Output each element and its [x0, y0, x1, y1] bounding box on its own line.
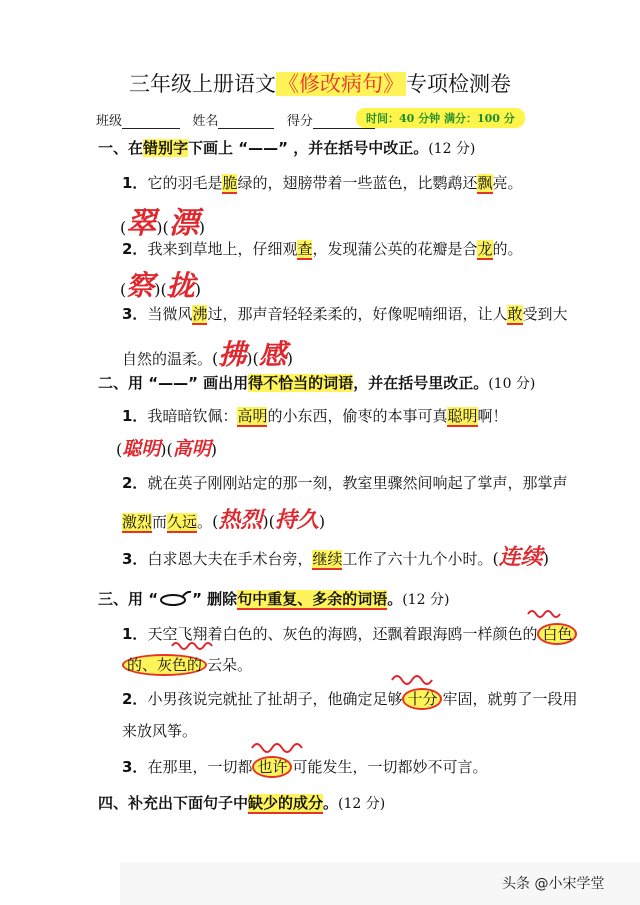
- s2-q2-a: 就在英子刚刚站定的那一刻，教室里骤然间响起了掌声，那掌声: [147, 474, 568, 492]
- s1-q3-line2: 自然的温柔。(拂)(感): [122, 338, 294, 371]
- title-prefix: 三年级上册语文: [129, 72, 276, 96]
- s1-q2-wrong-2: 龙: [477, 240, 493, 258]
- s2-q2-line2: 激烈而久远。(热烈)(持久): [122, 508, 326, 533]
- s2-q2-wrong-2: 久远: [167, 513, 198, 531]
- s3-q1-delete-2: 的、灰色的: [122, 654, 207, 676]
- s1-q3-e: 受到大: [522, 305, 568, 323]
- s3-q3-delete: 也许: [252, 756, 292, 778]
- s2-q1-wrong-1: 高明: [237, 407, 268, 425]
- s2-q1-answers: (聪明)(高明): [116, 438, 218, 460]
- name-label: 姓名: [192, 114, 219, 129]
- score-label: 得分: [286, 114, 313, 129]
- s1-q2-c: ，发现蒲公英的花瓣是合: [312, 240, 478, 258]
- s2-q2-number: 2．: [122, 474, 148, 492]
- s2-heading-c: ，并在括号里改正。: [353, 374, 489, 392]
- s2-q2-e: 。: [197, 513, 213, 531]
- s1-q3-wrong-1: 沸: [192, 305, 208, 323]
- s3-points: (12 分): [402, 592, 450, 608]
- delete-squiggle-1: [528, 611, 560, 617]
- s3-q3-number: 3．: [122, 758, 148, 776]
- s3-q3-c: 可能发生，一切都妙不可言。: [292, 758, 488, 776]
- s2-heading-a: 二、用 “——” 画出用: [98, 374, 249, 392]
- s4-heading-c: 。: [323, 794, 339, 812]
- s2-points: (10 分): [488, 376, 536, 392]
- delete-squiggle-2: [172, 643, 212, 649]
- s1-q1-wrong-2: 飘: [477, 174, 493, 192]
- s2-q3: 3．白求恩大夫在手术台旁，继续工作了六十九个小时。(连续): [122, 545, 549, 570]
- s3-q1-number: 1．: [122, 625, 148, 643]
- s1-q3-a: 当微风: [147, 305, 193, 323]
- s3-q2-line2-text: 来放风筝。: [122, 722, 198, 740]
- s2-q2-c: 而: [152, 513, 168, 531]
- delete-squiggle-4: [252, 744, 302, 752]
- s3-heading-c: 句中重复、多余的词语: [237, 590, 388, 608]
- s4-heading-a: 四、补充出下面句子中: [98, 794, 249, 812]
- s3-heading-a: 三、用 “: [98, 590, 159, 608]
- s1-q1-answer-1: 翠: [126, 206, 157, 241]
- s1-q1-a: 它的羽毛是: [147, 174, 223, 192]
- s3-q2-a: 小男孩说完就扯了扯胡子，他确定足够: [147, 690, 403, 708]
- s2-q2-answer-1: 热烈: [218, 508, 263, 533]
- s1-q3-wrong-2: 敢: [507, 305, 523, 323]
- s2-heading-b: 得不恰当的词语: [248, 374, 354, 392]
- s1-q1-answer-2: 漂: [168, 206, 199, 241]
- s2-q1-a: 我暗暗钦佩：: [147, 407, 238, 425]
- s1-q2-wrong-1: 查: [297, 240, 313, 258]
- s2-q1-answer-2: 高明: [172, 438, 211, 460]
- s1-heading-c: 下画上 “——” ，并在括号中改正。: [188, 139, 429, 157]
- s1-q3-c: 过，那声音轻轻柔柔的，好像呢喃细语，让人: [207, 305, 508, 323]
- s3-heading-b: ” 删除: [192, 590, 238, 608]
- s3-heading-d: 。: [387, 590, 403, 608]
- s2-q1-number: 1．: [122, 407, 148, 425]
- s1-q2-number: 2．: [122, 240, 148, 258]
- s4-heading-b: 缺少的成分: [248, 794, 324, 812]
- s1-heading-a: 一、在: [98, 139, 144, 157]
- s1-q1-wrong-1: 脆: [222, 174, 238, 192]
- s2-q1-wrong-2: 聪明: [447, 407, 478, 425]
- s3-q2-delete: 十分: [402, 688, 442, 710]
- s2-q3-wrong: 继续: [312, 550, 343, 568]
- s1-q2-answers: (察)(拢): [120, 269, 202, 302]
- s2-q1-c: 的小东西，偷枣的本事可真: [267, 407, 448, 425]
- s1-q3-line2-text: 自然的温柔。: [122, 350, 213, 368]
- s1-q2-answer-2: 拢: [166, 269, 195, 302]
- s2-q3-number: 3．: [122, 550, 148, 568]
- delete-squiggle-3: [392, 676, 432, 684]
- title-highlight: 《修改病句》: [278, 72, 404, 96]
- s1-q1-e: 亮。: [492, 174, 523, 192]
- s1-q1-c: 绿的，翅膀带着一些蓝色，比鹦鹉还: [237, 174, 478, 192]
- s1-heading-b: 错别字: [143, 139, 189, 157]
- class-label: 班级: [96, 114, 123, 129]
- s1-q3-answer-2: 感: [258, 338, 287, 371]
- s2-q3-c: 工作了六十九个小时。: [342, 550, 493, 568]
- s3-q1-a: 天空飞翔着白色的、灰色的海鸥，还飘着跟海鸥一样颜色的: [147, 625, 538, 643]
- s2-q3-answer: 连续: [498, 545, 543, 570]
- s2-q2-wrong-1: 激烈: [122, 513, 153, 531]
- title-suffix: 专项检测卷: [406, 72, 511, 96]
- s2-q1-answer-1: 聪明: [122, 438, 161, 460]
- s1-q2-a: 我来到草地上，仔细观: [147, 240, 298, 258]
- s3-q2-c: 牢固，就剪了一段用: [442, 690, 578, 708]
- time-badge: 时间：40 分钟 满分：100 分: [356, 108, 525, 128]
- s3-q1-d: 云朵。: [207, 656, 253, 674]
- s3-q3-a: 在那里，一切都: [147, 758, 253, 776]
- s1-q1-number: 1．: [122, 174, 148, 192]
- s1-q1-answers: (翠)(漂): [120, 206, 205, 241]
- s4-points: (12 分): [338, 796, 386, 812]
- s2-q2-answer-2: 持久: [274, 508, 319, 533]
- s3-q2-number: 2．: [122, 690, 148, 708]
- s1-q3-number: 3．: [122, 305, 148, 323]
- s1-q3-answer-1: 拂: [218, 338, 247, 371]
- s1-points: (12 分): [428, 141, 476, 157]
- s1-q2-e: 的。: [492, 240, 523, 258]
- s1-q2-answer-1: 察: [126, 269, 155, 302]
- s2-q1-e: 啊！: [477, 407, 508, 425]
- s3-q1-delete-1: 白色: [537, 623, 577, 645]
- watermark: 头条 @小宋学堂: [502, 876, 605, 892]
- s2-q3-a: 白求恩大夫在手术台旁，: [147, 550, 313, 568]
